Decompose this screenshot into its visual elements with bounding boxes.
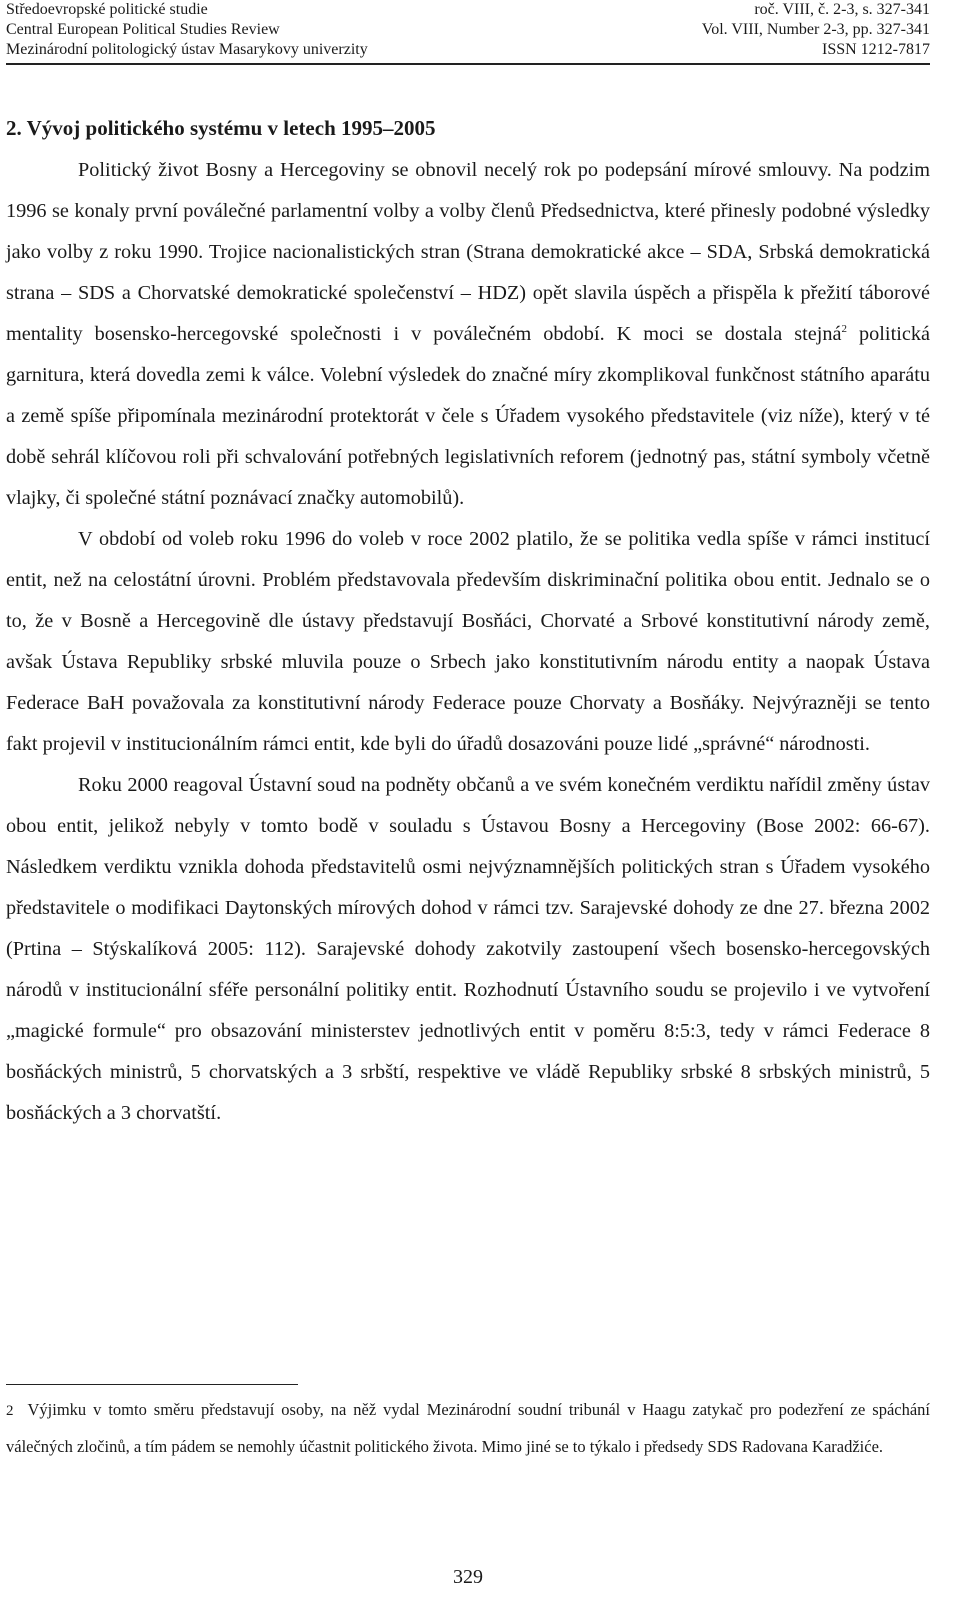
header-row-3 xyxy=(6,40,930,60)
paragraph-1-part-c: politická garnitura, která dovedla zemi k válce. Volební výsledek do značné míry zkomplikoval funkčnost státního aparátu a země spíše připomínala mezinárodní protektorát v čele s Úřadem vysokého představitele (viz níže), který v té době sehrál klíčovou roli při schvalování potřebných legislativních reforem (jednotný pas, státní symboly včetně vlajky, či společné státní poznávací značky automobilů). xyxy=(6,323,930,509)
paragraph-1-part-b: Trojice nacionalistických stran (Strana demokratické akce – SDA, Srbská demokratická strana – SDS a Chorvatské demokratické společenství – HDZ) opět slavila úspěch a přispěla k přežití táborové mentality bosensko-hercegovské společnosti i v poválečném období. K moci se dostala stejná xyxy=(6,241,930,345)
issn: ISSN 1212-7817 xyxy=(821,41,930,58)
volume-en: Vol. VIII, Number 2-3, pp. 327-341 xyxy=(701,21,930,38)
section-heading: 2. Vývoj politického systému v letech 1995–2005 xyxy=(6,116,436,140)
journal-title-cz: Středoevropské politické studie xyxy=(6,1,208,18)
journal-title-en: Central European Political Studies Review xyxy=(6,21,280,38)
header-divider xyxy=(6,63,930,65)
header-row-2 xyxy=(6,20,930,40)
header-row-1 xyxy=(6,0,930,20)
article-body xyxy=(6,150,930,1134)
footnote-divider xyxy=(6,1384,298,1385)
footnote-number: 2 xyxy=(6,1403,14,1419)
footnote-reference[interactable]: 2 xyxy=(841,323,848,336)
paragraph-2: V období od voleb roku 1996 do voleb v roce 2002 platilo, že se politika vedla spíše v rámci institucí entit, než na celostátní úrovni. Problém představovala především diskriminační politika obou entit. Jednalo se o to, že v Bosně a Hercegovině dle ústavy představují Bosňáci, Chorvaté a Srbové konstitutivní národy země, avšak Ústava Republiky srbské mluvila pouze o Srbech jako konstitutivním národu entity a naopak Ústava Federace BaH považovala za konstitutivní národy Federace pouze Chorvaty a Bosňáky. Nejvýrazněji se tento fakt projevil v institucionálním rámci entit, kde byli do úřadů dosazováni pouze lidé „správné“ národnosti. xyxy=(6,528,930,755)
page-number: 329 xyxy=(453,1566,483,1588)
publisher: Mezinárodní politologický ústav Masarykovy univerzity xyxy=(6,41,368,58)
running-header xyxy=(6,0,930,60)
paragraph-1-part-a: Politický život Bosny a Hercegoviny se obnovil necelý rok po podepsání mírové smlouvy. Na podzim 1996 se konaly první poválečné parlamentní volby a volby členů Předsednictva, které přinesly podobné výsledky jako volby z roku 1990. xyxy=(6,159,930,263)
paragraph-3: Roku 2000 reagoval Ústavní soud na podněty občanů a ve svém konečném verdiktu nařídil změny ústav obou entit, jelikož nebyly v tomto bodě v souladu s Ústavou Bosny a Hercegoviny (Bose 2002: 66-67). Následkem verdiktu vznikla dohoda představitelů osmi nejvýznamnějších politických stran s Úřadem vysokého představitele o modifikaci Daytonských mírových dohod v rámci tzv. Sarajevské dohody ze dne 27. března 2002 (Prtina – Stýskalíková 2005: 112). Sarajevské dohody zakotvily zastoupení všech bosensko-hercegovských národů v institucionální sféře personální politiky entit. Rozhodnutí Ústavního soudu se projevilo i ve vytvoření „magické formule“ pro obsazování ministerstev jednotlivých entit v poměru 8:5:3, tedy v rámci Federace 8 bosňáckých ministrů, 5 chorvatských a 3 srbští, respektive ve vládě Republiky srbské 8 srbských ministrů, 5 bosňáckých a 3 chorvatští. xyxy=(6,774,930,1124)
paragraph-1 xyxy=(6,150,930,519)
footnote xyxy=(6,1392,930,1465)
footnote-text: Výjimku v tomto směru představují osoby, na něž vydal Mezinárodní soudní tribunál v Haagu zatykač pro podezření ze spáchání válečných zločinů, a tím pádem se nemohly účastnit politického života. Mimo jiné se to týkalo i předsedy SDS Radovana Karadžiće. xyxy=(6,1400,930,1456)
volume-cz: roč. VIII, č. 2-3, s. 327-341 xyxy=(754,1,930,18)
